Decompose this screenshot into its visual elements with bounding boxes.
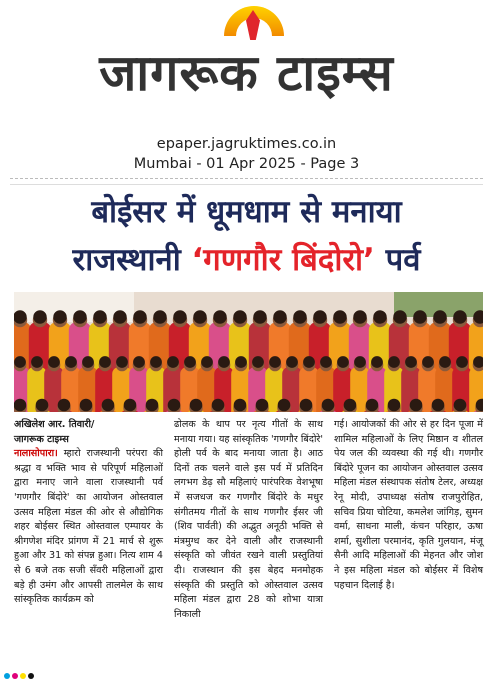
divider	[10, 184, 483, 185]
headline-line-2: राजस्थानी ‘गणगौर बिंदोरो’ पर्व	[72, 242, 421, 278]
article-column-1	[14, 418, 163, 608]
color-registration-marks	[4, 664, 54, 672]
masthead	[0, 0, 493, 122]
dateline: नालासोपारा।	[14, 448, 58, 460]
column-text: गई। आयोजकों की ओर से हर दिन पूजा में शामिल महिलाओं के लिए मिष्ठान व शीतल पेय जल की व्यवस्था की गई थी। गणगौर बिंदोरे पूजन का आयोजन ओस्तवाल उत्सव महिला मंडल संस्थापक संतोष टेलर, अध्यक्ष रेनू मोदी, उपाध्यक्ष संतोष राजपुरोहित, सचिव प्रिया चोटिया, कमलेश जांगिड़, सुमन वर्मा, साधना माली, कंचन परिहार, ऊषा शर्मा, सुशीला परमानंद, कृति गुलयान, मंजू सैनी आदि महिलाओं की मेहनत और जोश ने इस महिला मंडल को बोईसर में विशेष पहचान दिलाई है।	[334, 419, 483, 591]
headline-accent: ‘गणगौर बिंदोरो’	[191, 242, 375, 278]
article-body	[14, 418, 483, 666]
byline-author: अखिलेश आर. तिवारी/	[14, 419, 95, 430]
group-photo-image[interactable]	[14, 292, 483, 412]
article-column-2	[174, 418, 323, 622]
edition-date: Mumbai - 01 Apr 2025 - Page 3	[133, 156, 360, 172]
divider	[10, 178, 483, 179]
photo-illustration	[14, 292, 483, 412]
edition-info	[0, 134, 493, 174]
site-url[interactable]: epaper.jagruktimes.co.in	[156, 136, 337, 152]
column-text: म्हारो राजस्थानी परंपरा की श्रद्धा व भक्ति भाव से परिपूर्ण महिलाओं द्वारा मनाए जाने वाला राजस्थानी पर्व 'गणगौर बिंदोरे' का आयोजन ओस्तवाल उत्सव महिला मंडल की ओर से औद्योगिक शहर बोईसर स्थित ओस्तवाल एम्पायर के श्रीगणेश मंदिर प्रांगण में 21 मार्च से शुरू हुआ और 31 को संपन्न हुआ। नित्य शाम 4 से 6 बजे तक सजी सँवरी महिलाओं द्वारा बड़े ही उमंग और आपसी तालमेल के साथ सांस्कृतिक कार्यक्रम को	[14, 448, 163, 606]
newspaper-logo[interactable]: जागरूक टाइम्स	[99, 44, 394, 102]
headline-line-1: बोईसर में धूमधाम से मनाया	[91, 194, 402, 230]
column-text: ढोलक के थाप पर नृत्य गीतों के साथ मनाया गया। यह सांस्कृतिक 'गणगौर बिंदोरे' होली पर्व के बाद मनाया जाता है। आठ दिनों तक चलने वाले इस पर्व में प्रतिदिन लगभग डेढ़ सौ महिलाएं पारंपरिक वेशभूषा में सजधज कर गणगौर बिंदोरे के मधुर संगीतमय गीतों के साथ गणगौर ईसर जी (शिव पार्वती) की अद्भुत अनूठी भक्ति से मंत्रमुग्ध कर देने वाली और राजस्थानी संस्कृति को जीवंत रखने वाली प्रस्तुतियां दी। राजस्थान की इस बेहद मनमोहक संस्कृति की प्रस्तुति को ओस्तवाल उत्सव महिला मंडल द्वारा 28 को शोभा यात्रा निकाली	[174, 419, 323, 620]
article-column-3	[334, 418, 483, 593]
byline-paper: जागरूक टाइम्स	[14, 433, 69, 445]
article-headline	[8, 188, 485, 284]
